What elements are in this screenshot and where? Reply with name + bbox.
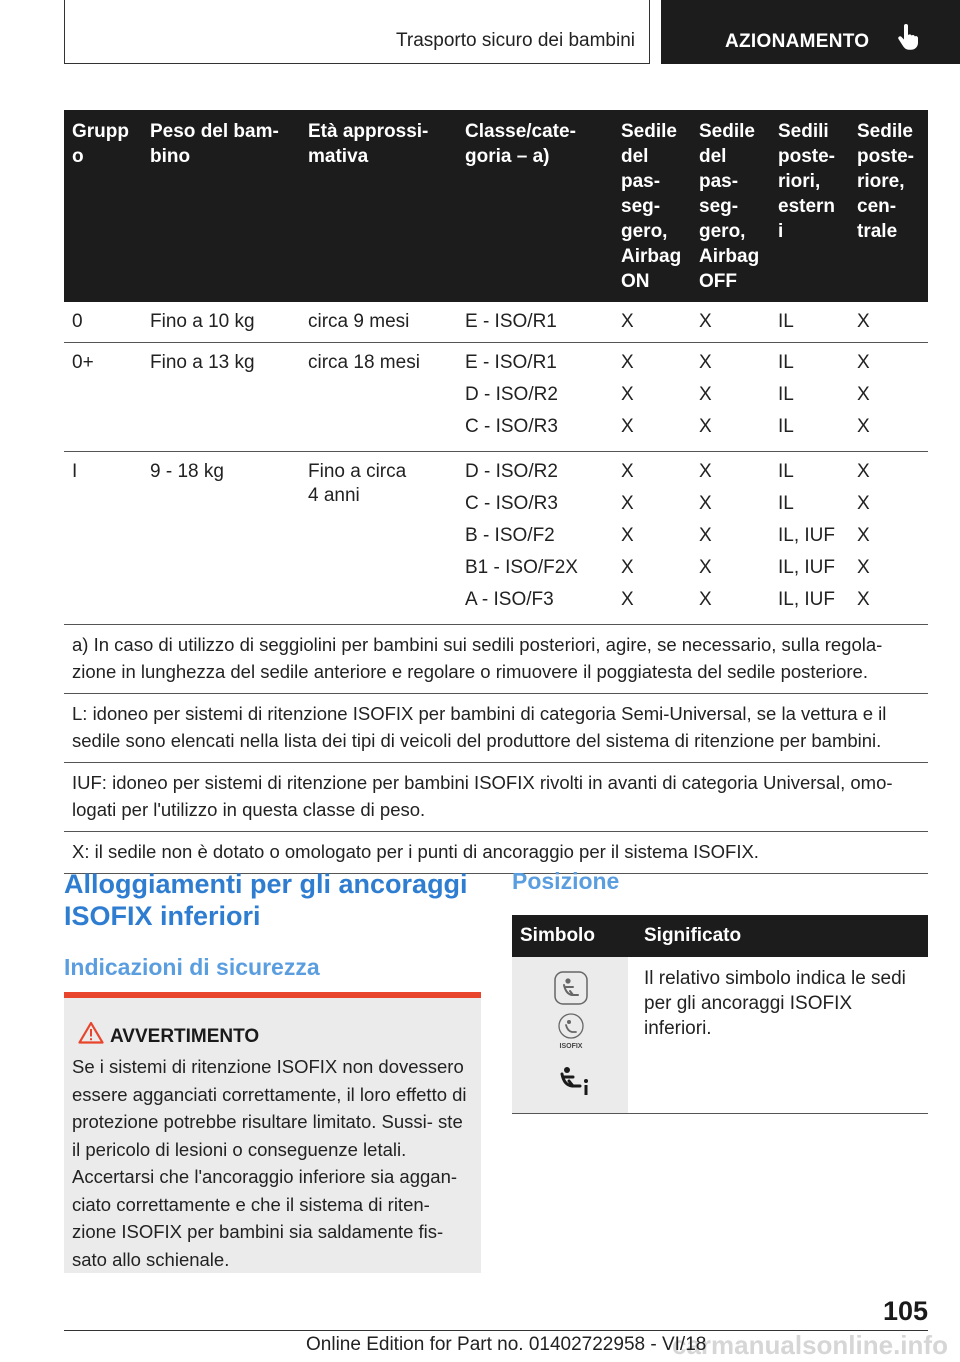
cell-value: IL	[778, 416, 794, 437]
cell-value: IL	[778, 461, 794, 482]
cell-weight	[142, 343, 300, 452]
child-seat-info-icon	[556, 1061, 592, 1097]
table-row	[64, 302, 928, 343]
cell-value: X	[857, 384, 870, 405]
subsection-heading: Indicazioni di sicurezza	[64, 954, 320, 980]
col-class-label: Classe/cate- goria – a)	[465, 121, 576, 167]
col-symbol: Simbolo	[512, 915, 636, 957]
cell-value: C - ISO/R3	[465, 493, 558, 514]
cell-value: X	[621, 493, 634, 514]
table-note-row	[64, 763, 928, 832]
cell-value: X	[857, 557, 870, 578]
cell-value: 0+	[72, 352, 94, 373]
cell-value: Fino a circa 4 anni	[308, 461, 407, 506]
cell-value: IL, IUF	[778, 589, 836, 610]
col-weight-label: Peso del bam- bino	[150, 121, 279, 167]
cell-value: 9 - 18 kg	[150, 461, 224, 482]
col-rear-center-label: Sedile poste- riore, cen- trale	[857, 121, 914, 242]
cell-value: IL	[778, 352, 794, 373]
col-class	[457, 110, 613, 302]
cell-value: X	[699, 589, 712, 610]
col-airbag-off	[691, 110, 770, 302]
cell-value: X	[621, 461, 634, 482]
warning-text: Se i sistemi di ritenzione ISOFIX non dovessero essere agganciati correttamente, il loro effetto di protezione potrebbe risultare limitato. Sussi- ste il pericolo di lesioni o conseguenze letali. Accertarsi che l'ancoraggio inferiore sia aggan- ciato correttamente e che il sistema di riten- zione ISOFIX per bambini sia saldamente fis- sato allo schienale.	[72, 1056, 467, 1270]
col-group	[64, 110, 142, 302]
cell-value: IL	[778, 493, 794, 514]
cell-rear-outer: IL	[770, 302, 849, 343]
warning-title: AVVERTIMENTO	[110, 1026, 260, 1047]
cell-value: IL, IUF	[778, 525, 836, 546]
cell-age	[300, 343, 457, 452]
cell-value: X	[699, 352, 712, 373]
cell-rear-outer	[770, 452, 849, 625]
table-row	[512, 957, 928, 1114]
cell-airbag-off: X	[691, 302, 770, 343]
cell-group	[64, 452, 142, 625]
cell-meaning: Il relativo simbolo indica le sedi per gli ancoraggi ISOFIX inferiori.	[636, 957, 928, 1114]
cell-value: D - ISO/R2	[465, 461, 558, 482]
cell-value: Fino a 13 kg	[150, 352, 255, 373]
cell-value: E - ISO/R1	[465, 352, 557, 373]
cell-value: X	[857, 461, 870, 482]
cell-value: X	[621, 416, 634, 437]
page-number: 105	[882, 1296, 928, 1326]
cell-class	[457, 452, 613, 625]
cell-value: circa 18 mesi	[308, 352, 420, 373]
cell-airbag-on	[613, 452, 691, 625]
cell-value: X	[857, 589, 870, 610]
cell-value: X	[857, 525, 870, 546]
cell-value: I	[72, 461, 78, 482]
running-header-section	[64, 0, 650, 64]
table-header-row	[64, 110, 928, 302]
child-seat-icon	[554, 971, 588, 1005]
cell-value: X	[699, 384, 712, 405]
cell-value: B - ISO/F2	[465, 525, 555, 546]
col-rear-outer	[770, 110, 849, 302]
col-group-label: Grupp o	[72, 121, 129, 167]
col-rear-outer-label: Sedili poste- riori, estern i	[778, 121, 836, 242]
cell-weight: Fino a 10 kg	[142, 302, 300, 343]
section-title: Trasporto sicuro dei bambini	[395, 30, 635, 51]
col-airbag-on-label: Sedile del pas- seg- gero, Airbag ON	[621, 121, 682, 292]
table-row	[64, 343, 928, 452]
col-age-label: Età approssi- mativa	[308, 121, 429, 167]
cell-value: X	[699, 493, 712, 514]
cell-class	[457, 343, 613, 452]
footer-edition: Online Edition for Part no. 01402722958 - VI/18	[306, 1334, 707, 1355]
cell-airbag-off	[691, 343, 770, 452]
col-airbag-off-label: Sedile del pas- seg- gero, Airbag OFF	[699, 121, 760, 292]
cell-value: X	[699, 557, 712, 578]
warning-triangle-icon	[78, 1021, 104, 1044]
chapter-title: AZIONAMENTO	[725, 31, 870, 52]
table-note-row	[64, 625, 928, 694]
cell-value: D - ISO/R2	[465, 384, 558, 405]
cell-value: B1 - ISO/F2X	[465, 557, 578, 578]
cell-rear-center	[849, 452, 928, 625]
position-heading: Posizione	[512, 868, 620, 894]
cell-value: X	[621, 525, 634, 546]
cell-rear-outer	[770, 343, 849, 452]
cell-rear-center: X	[849, 302, 928, 343]
isofix-symbol	[512, 957, 628, 1113]
col-rear-center	[849, 110, 928, 302]
warning-box	[64, 992, 481, 1273]
section-heading: Alloggiamenti per gli ancoraggi ISOFIX inferiori	[64, 869, 468, 931]
isofix-icon	[556, 1013, 586, 1051]
running-header-chapter	[661, 0, 960, 64]
table-note: X: il sedile non è dotato o omologato per i punti di ancoraggio per il sistema ISOFIX.	[64, 832, 928, 874]
cell-value: X	[857, 352, 870, 373]
cell-airbag-on	[613, 343, 691, 452]
symbol-table	[512, 915, 928, 1114]
watermark: carmanualsonline.info	[672, 1330, 948, 1360]
table-note-row	[64, 694, 928, 763]
cell-rear-center	[849, 343, 928, 452]
cell-value: C - ISO/R3	[465, 416, 558, 437]
cell-group	[64, 343, 142, 452]
cell-value: A - ISO/F3	[465, 589, 554, 610]
cell-value: X	[699, 416, 712, 437]
col-airbag-on	[613, 110, 691, 302]
table-note: IUF: idoneo per sistemi di ritenzione per bambini ISOFIX rivolti in avanti di categoria Universal, omo- logati per l'utilizzo in questa classe di peso.	[64, 763, 928, 832]
cell-value: X	[621, 384, 634, 405]
cell-value: IL, IUF	[778, 557, 836, 578]
cell-group: 0	[64, 302, 142, 343]
table-note: a) In caso di utilizzo di seggiolini per bambini sui sedili posteriori, agire, se necessario, sulla regola- zione in lunghezza del sedile anteriore e regolare o rimuovere il poggiatesta del sedile posteriore.	[64, 625, 928, 694]
isofix-label: ISOFIX	[559, 1043, 583, 1050]
table-row	[64, 452, 928, 625]
cell-class: E - ISO/R1	[457, 302, 613, 343]
isofix-suitability-table	[64, 110, 928, 874]
col-age	[300, 110, 457, 302]
cell-airbag-off	[691, 452, 770, 625]
cell-value: X	[621, 557, 634, 578]
cell-value: X	[857, 493, 870, 514]
cell-age: circa 9 mesi	[300, 302, 457, 343]
cell-value: X	[699, 525, 712, 546]
cell-age	[300, 452, 457, 625]
cell-weight	[142, 452, 300, 625]
cell-value: X	[699, 461, 712, 482]
table-note: L: idoneo per sistemi di ritenzione ISOFIX per bambini di categoria Semi-Universal, se la vettura e il sedile sono elencati nella lista dei tipi di veicoli del produttore del sistema di ritenzione per bambini.	[64, 694, 928, 763]
cell-airbag-on: X	[613, 302, 691, 343]
table-header-row	[512, 915, 928, 957]
cell-value: X	[857, 416, 870, 437]
col-meaning: Significato	[636, 915, 928, 957]
cell-value: X	[621, 589, 634, 610]
cell-symbol	[512, 957, 636, 1114]
cell-value: X	[621, 352, 634, 373]
col-weight	[142, 110, 300, 302]
hand-pointer-icon	[897, 24, 921, 52]
cell-value: IL	[778, 384, 794, 405]
